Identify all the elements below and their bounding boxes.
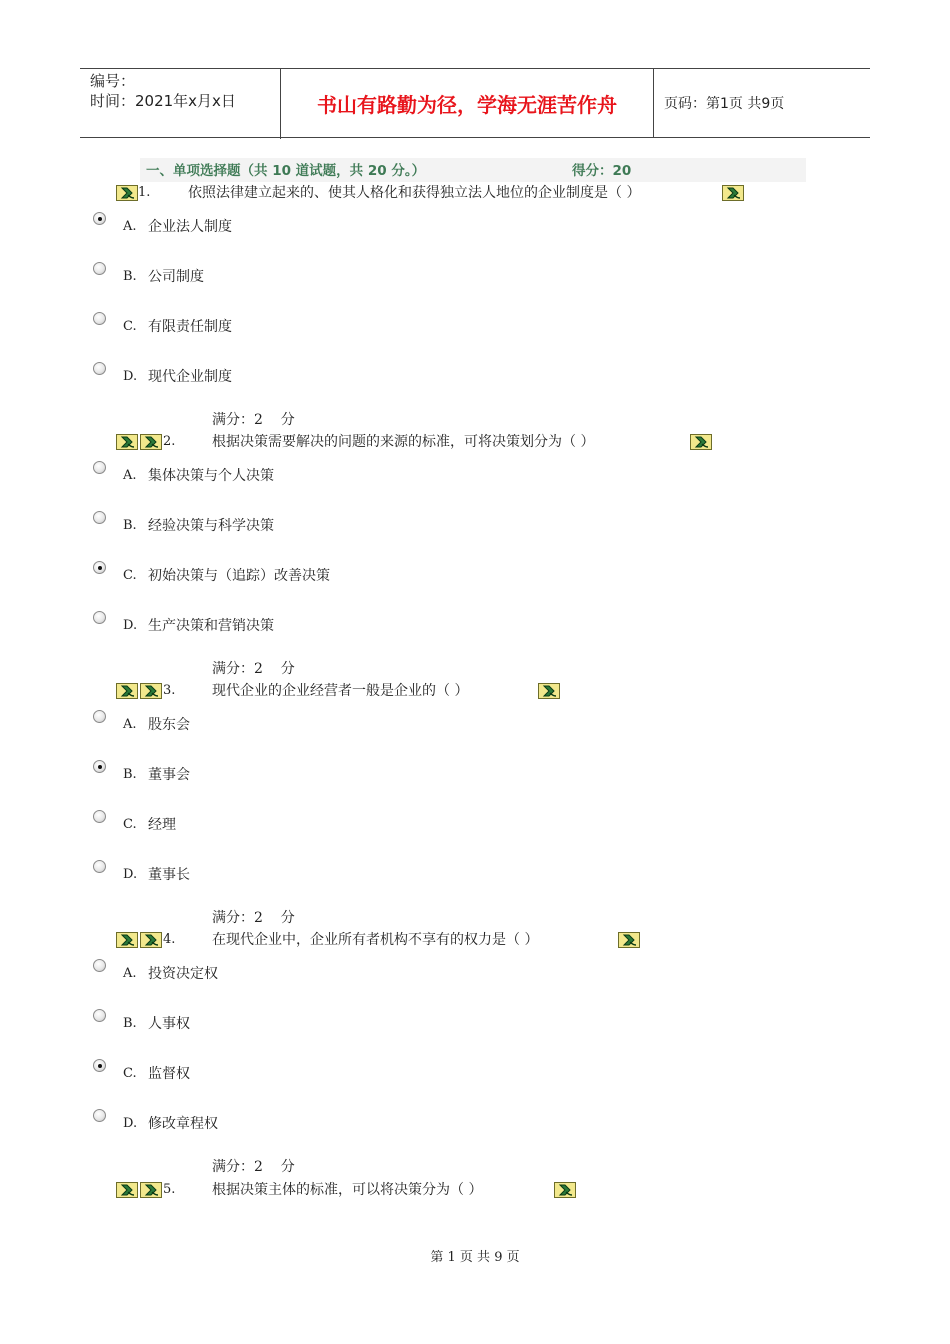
section-title: 一、单项选择题（共 10 道试题，共 20 分。） [146, 163, 426, 179]
radio-button[interactable] [93, 611, 106, 624]
answer-option[interactable] [0, 1009, 700, 1031]
option-text: 有限责任制度 [148, 319, 232, 335]
arrow-icon [119, 186, 137, 200]
header-meta [80, 69, 281, 139]
arrow-icon [725, 186, 743, 200]
answer-option[interactable] [0, 312, 700, 334]
full-score-label: 满分：2 分 [212, 910, 295, 926]
option-text: 修改章程权 [148, 1116, 218, 1132]
question-number: 5. [163, 1182, 176, 1197]
answer-option[interactable] [0, 810, 700, 832]
option-text: 投资决定权 [148, 966, 218, 982]
arrow-icon [541, 684, 559, 698]
page-indicator: 页码：第1页 共9页 [664, 96, 785, 112]
option-letter: D. [123, 867, 138, 882]
question-number: 3. [163, 683, 176, 698]
nav-arrow-icon[interactable] [116, 185, 138, 201]
motto-text: 书山有路勤为径，学海无涯苦作舟 [317, 92, 617, 117]
document-header [80, 68, 870, 138]
full-score-label: 满分：2 分 [212, 661, 295, 677]
question-text: 在现代企业中，企业所有者机构不享有的权力是（ ） [212, 932, 539, 948]
answer-arrow-icon[interactable] [618, 932, 640, 948]
answer-arrow-icon[interactable] [554, 1182, 576, 1198]
arrow-icon [143, 684, 161, 698]
arrow-icon [557, 1183, 575, 1197]
arrow-icon [119, 1183, 137, 1197]
time-label: 时间：2021年x月x日 [90, 92, 236, 110]
question-text: 现代企业的企业经营者一般是企业的（ ） [212, 683, 469, 699]
answer-option[interactable] [0, 1059, 700, 1081]
option-letter: B. [123, 269, 137, 284]
radio-button[interactable] [93, 262, 106, 275]
section-header [140, 158, 806, 182]
radio-button-checked[interactable] [93, 760, 106, 773]
option-letter: B. [123, 518, 137, 533]
radio-button-checked[interactable] [93, 561, 106, 574]
option-text: 公司制度 [148, 269, 204, 285]
option-text: 经验决策与科学决策 [148, 518, 274, 534]
option-letter: C. [123, 1066, 137, 1081]
header-motto [281, 69, 654, 137]
option-letter: A. [123, 468, 137, 483]
question-number: 2. [163, 434, 176, 449]
answer-option[interactable] [0, 1109, 700, 1131]
radio-button-checked[interactable] [93, 212, 106, 225]
option-letter: A. [123, 966, 137, 981]
option-text: 经理 [148, 817, 176, 833]
option-letter: D. [123, 369, 138, 384]
nav-arrow-icon[interactable] [116, 434, 138, 450]
radio-button[interactable] [93, 461, 106, 474]
answer-option[interactable] [0, 611, 700, 633]
question-number: 1. [138, 185, 151, 200]
option-letter: D. [123, 1116, 138, 1131]
full-score-label: 满分：2 分 [212, 1159, 295, 1175]
answer-arrow-icon[interactable] [722, 185, 744, 201]
radio-button[interactable] [93, 312, 106, 325]
arrow-icon [119, 933, 137, 947]
option-text: 集体决策与个人决策 [148, 468, 274, 484]
radio-button[interactable] [93, 1009, 106, 1022]
full-score-label: 满分：2 分 [212, 412, 295, 428]
radio-button[interactable] [93, 511, 106, 524]
answer-option[interactable] [0, 511, 700, 533]
radio-button[interactable] [93, 1109, 106, 1122]
answer-option[interactable] [0, 262, 700, 284]
radio-button[interactable] [93, 959, 106, 972]
arrow-icon [143, 933, 161, 947]
answer-option[interactable] [0, 461, 700, 483]
option-letter: D. [123, 618, 138, 633]
answer-option[interactable] [0, 959, 700, 981]
option-letter: A. [123, 219, 137, 234]
radio-button[interactable] [93, 860, 106, 873]
question-text: 根据决策主体的标准，可以将决策分为（ ） [212, 1182, 483, 1198]
answer-arrow-icon[interactable] [690, 434, 712, 450]
option-text: 监督权 [148, 1066, 190, 1082]
radio-button[interactable] [93, 810, 106, 823]
nav-arrow-icon[interactable] [116, 683, 138, 699]
nav-arrow-icon[interactable] [140, 683, 162, 699]
question-text: 根据决策需要解决的问题的来源的标准，可将决策划分为（ ） [212, 434, 595, 450]
option-letter: B. [123, 767, 137, 782]
radio-button-checked[interactable] [93, 1059, 106, 1072]
option-letter: C. [123, 319, 137, 334]
option-text: 初始决策与（追踪）改善决策 [148, 568, 330, 584]
nav-arrow-icon[interactable] [140, 1182, 162, 1198]
section-score: 得分：20 [572, 163, 632, 179]
option-letter: A. [123, 717, 137, 732]
option-text: 企业法人制度 [148, 219, 232, 235]
arrow-icon [693, 435, 711, 449]
arrow-icon [119, 435, 137, 449]
answer-option[interactable] [0, 362, 700, 384]
question-number: 4. [163, 932, 176, 947]
answer-option[interactable] [0, 561, 700, 583]
radio-button[interactable] [93, 362, 106, 375]
option-text: 董事长 [148, 867, 190, 883]
option-letter: B. [123, 1016, 137, 1031]
arrow-icon [143, 1183, 161, 1197]
answer-option[interactable] [0, 760, 700, 782]
nav-arrow-icon[interactable] [140, 434, 162, 450]
answer-arrow-icon[interactable] [538, 683, 560, 699]
option-text: 生产决策和营销决策 [148, 618, 274, 634]
option-letter: C. [123, 817, 137, 832]
page-footer: 第 1 页 共 9 页 [430, 1250, 520, 1265]
arrow-icon [143, 435, 161, 449]
answer-option[interactable] [0, 860, 700, 882]
arrow-icon [119, 684, 137, 698]
option-text: 现代企业制度 [148, 369, 232, 385]
number-label: 编号： [90, 72, 136, 90]
answer-option[interactable] [0, 710, 700, 732]
option-letter: C. [123, 568, 137, 583]
option-text: 董事会 [148, 767, 190, 783]
option-text: 股东会 [148, 717, 190, 733]
answer-option[interactable] [0, 212, 700, 234]
nav-arrow-icon[interactable] [116, 932, 138, 948]
option-text: 人事权 [148, 1016, 190, 1032]
radio-button[interactable] [93, 710, 106, 723]
nav-arrow-icon[interactable] [116, 1182, 138, 1198]
nav-arrow-icon[interactable] [140, 932, 162, 948]
question-text: 依照法律建立起来的、使其人格化和获得独立法人地位的企业制度是（ ） [188, 185, 641, 201]
arrow-icon [621, 933, 639, 947]
